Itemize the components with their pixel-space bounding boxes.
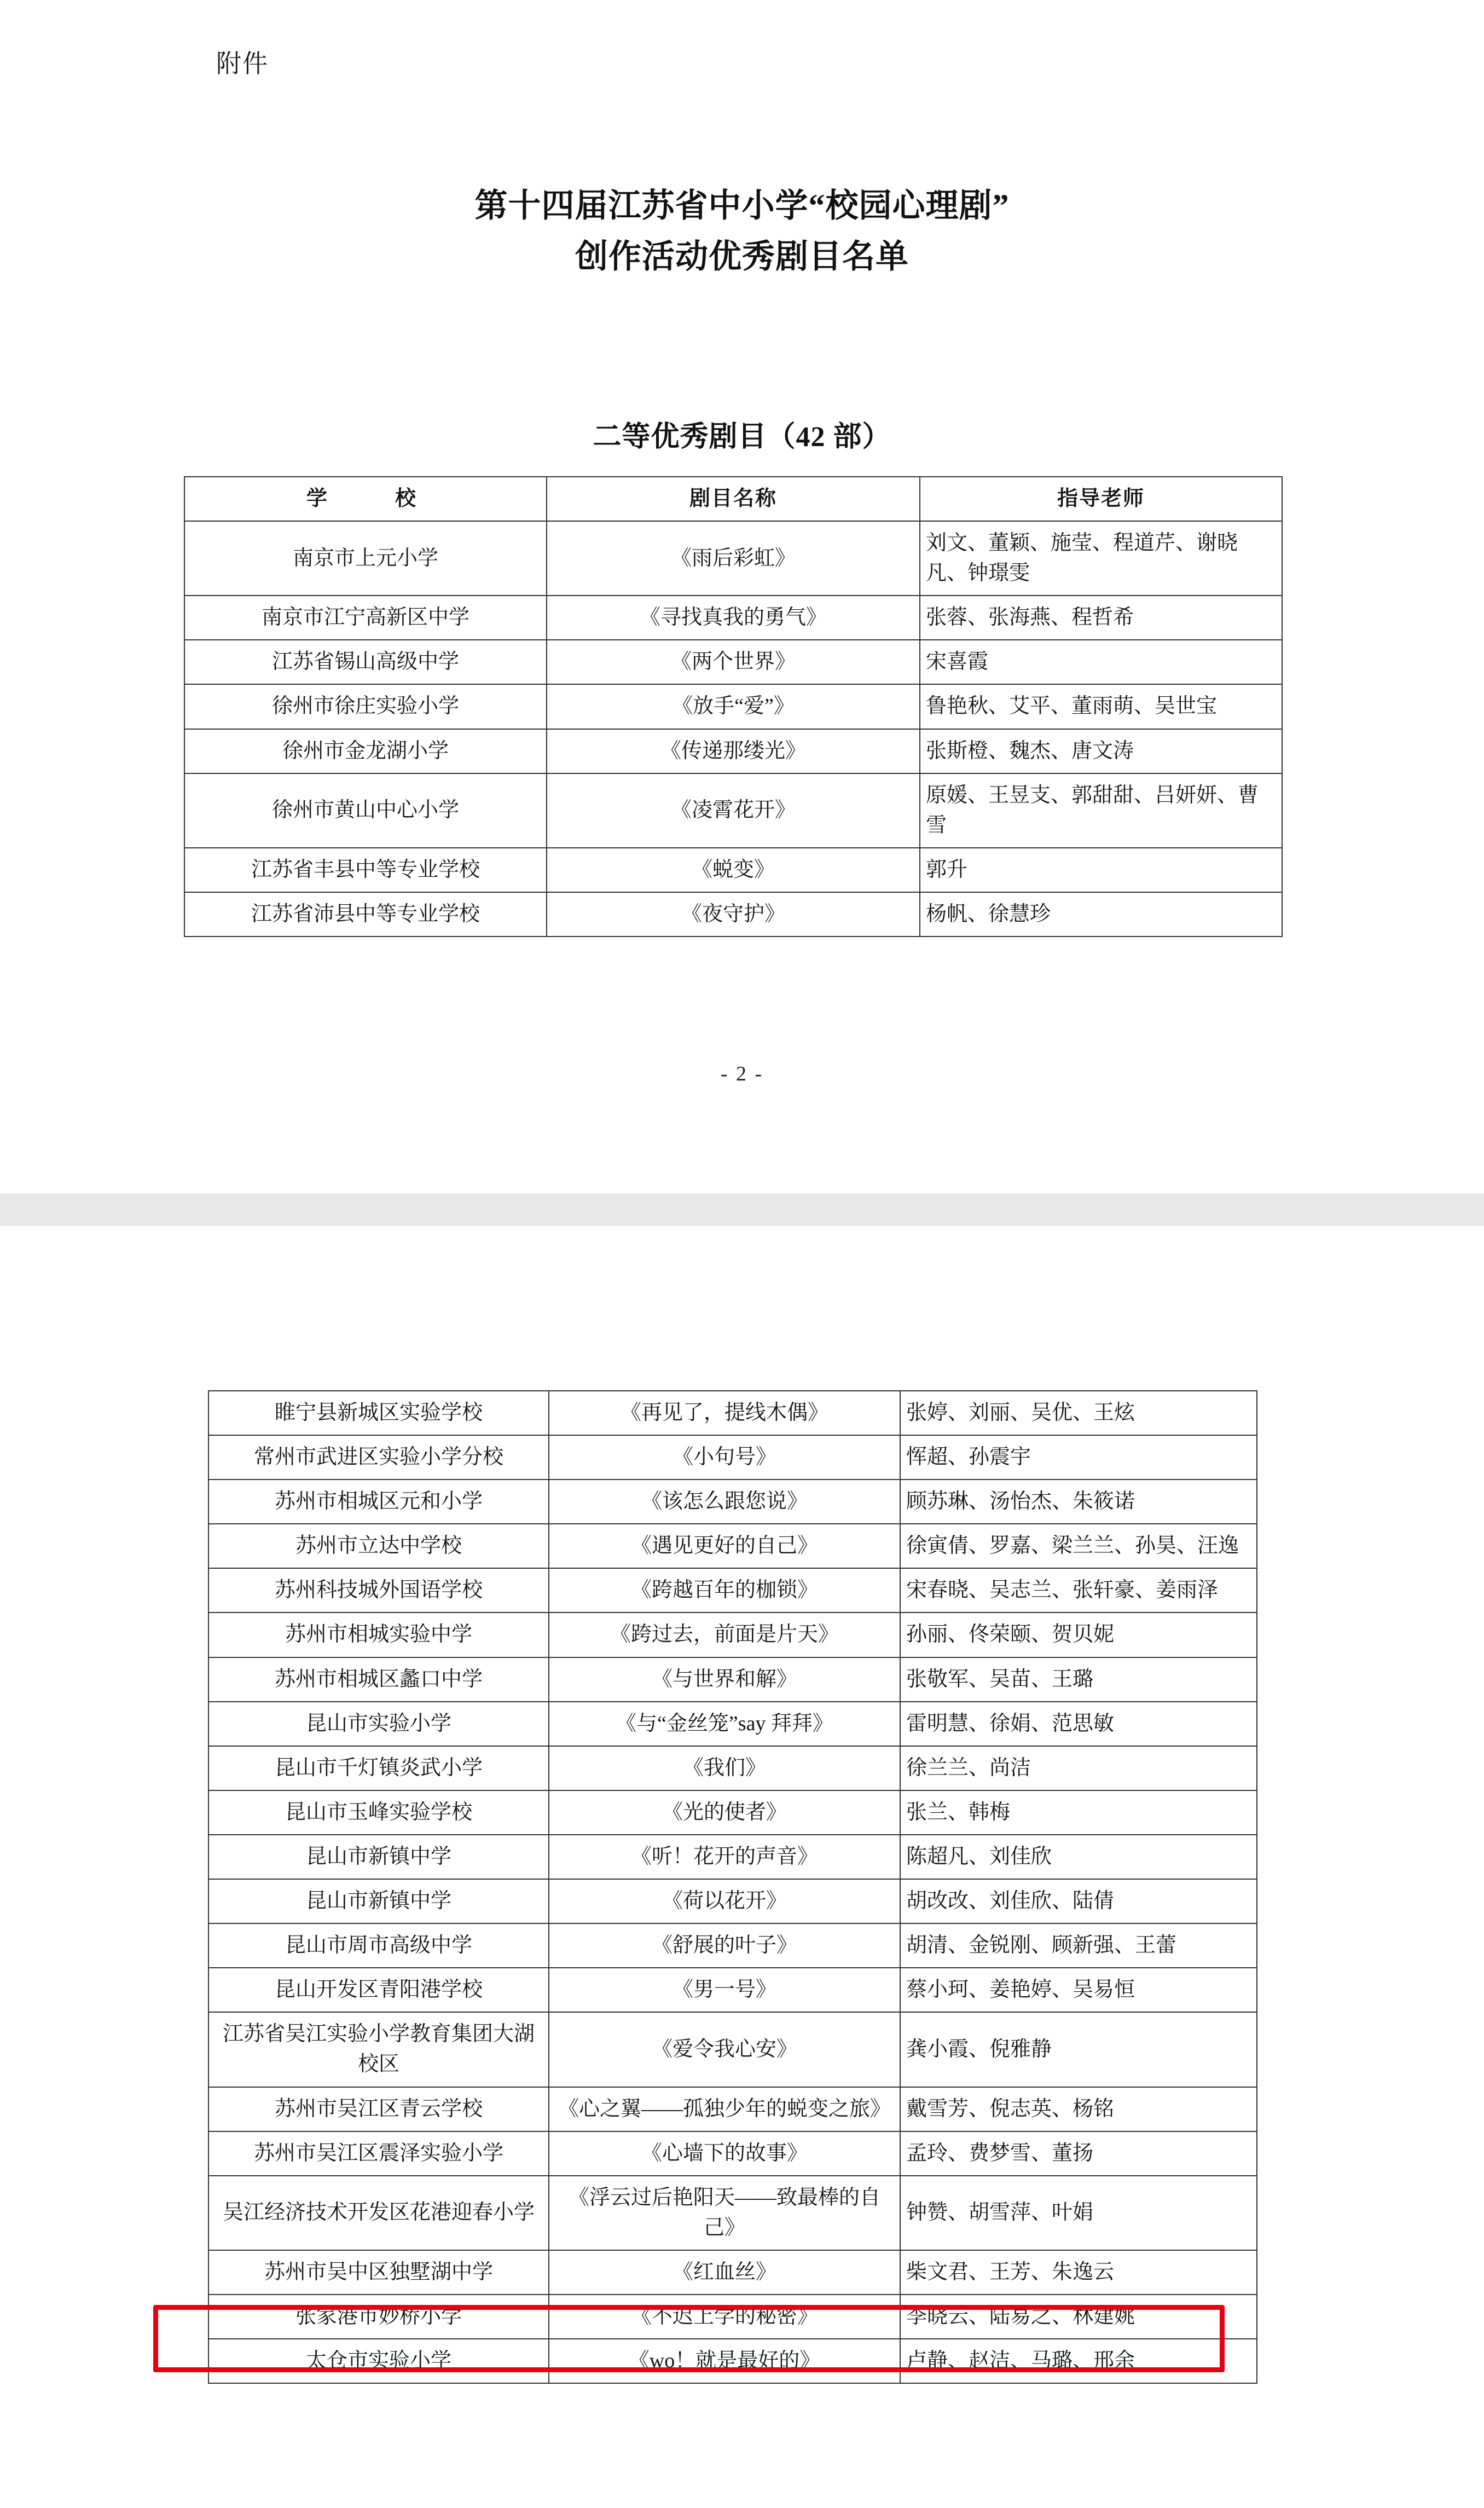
cell-school: 睢宁县新城区实验学校 (208, 1391, 549, 1435)
cell-play-title: 《放手“爱”》 (547, 684, 920, 729)
title-line-2: 创作活动优秀剧目名单 (575, 239, 909, 275)
cell-school: 昆山市新镇中学 (208, 1835, 549, 1879)
cell-school: 苏州市立达中学校 (208, 1524, 549, 1568)
cell-school: 昆山市新镇中学 (208, 1879, 549, 1923)
cell-teachers: 宋春晓、吴志兰、张轩豪、姜雨泽 (900, 1568, 1257, 1613)
page-number: - 2 - (720, 1062, 764, 1085)
cell-school: 苏州市相城实验中学 (208, 1613, 549, 1657)
awards-table-page1 (184, 476, 1283, 937)
table-row (208, 1435, 1257, 1480)
awards-table-page2 (208, 1390, 1257, 2384)
table-row (184, 596, 1282, 640)
cell-school: 昆山市千灯镇炎武小学 (208, 1746, 549, 1790)
cell-play-title: 《凌霄花开》 (547, 773, 920, 848)
cell-teachers: 徐兰兰、尚洁 (900, 1746, 1257, 1790)
cell-school: 昆山开发区青阳港学校 (208, 1968, 549, 2012)
section-title: 二等优秀剧目（42 部） (593, 421, 891, 453)
document-page-2 (0, 1226, 1484, 2508)
cell-teachers: 张蓉、张海燕、程哲希 (920, 596, 1282, 640)
cell-play-title: 《不迟上学的秘密》 (549, 2295, 900, 2339)
cell-teachers: 张敬军、吴苗、王璐 (900, 1657, 1257, 1702)
cell-play-title: 《心之翼——孤独少年的蜕变之旅》 (549, 2087, 900, 2131)
cell-teachers: 孙丽、佟荣颐、贺贝妮 (900, 1613, 1257, 1657)
table-row (208, 1835, 1257, 1879)
title-line-1: 第十四届江苏省中小学“校园心理剧” (474, 188, 1010, 224)
cell-teachers: 陈超凡、刘佳欣 (900, 1835, 1257, 1879)
cell-play-title: 《心墙下的故事》 (549, 2131, 900, 2176)
cell-play-title: 《跨过去，前面是片天》 (549, 1613, 900, 1657)
column-header-teachers: 指导老师 (920, 477, 1282, 521)
cell-teachers: 徐寅倩、罗嘉、梁兰兰、孙昊、汪逸 (900, 1524, 1257, 1568)
cell-play-title: 《我们》 (549, 1746, 900, 1790)
cell-teachers: 恽超、孙震宇 (900, 1435, 1257, 1480)
table-row (184, 640, 1282, 684)
cell-teachers: 卢静、赵洁、马璐、邢余 (900, 2339, 1257, 2383)
cell-school: 常州市武进区实验小学分校 (208, 1435, 549, 1480)
cell-teachers: 孟玲、费梦雪、董扬 (900, 2131, 1257, 2176)
table-row (208, 2087, 1257, 2131)
document-page-1 (0, 0, 1484, 1193)
cell-school: 徐州市徐庄实验小学 (184, 684, 547, 729)
cell-school: 江苏省吴江实验小学教育集团大湖校区 (208, 2012, 549, 2087)
cell-school: 苏州市相城区元和小学 (208, 1480, 549, 1524)
cell-play-title: 《传递那缕光》 (547, 729, 920, 773)
page2-table-wrap (208, 1390, 1257, 2384)
cell-school: 南京市江宁高新区中学 (184, 596, 547, 640)
table-row (208, 2339, 1257, 2383)
cell-teachers: 张婷、刘丽、吴优、王炫 (900, 1391, 1257, 1435)
cell-teachers: 张兰、韩梅 (900, 1790, 1257, 1835)
cell-teachers: 胡清、金锐刚、顾新强、王蕾 (900, 1923, 1257, 1968)
table-row (208, 1702, 1257, 1746)
table-row (184, 892, 1282, 937)
table-row (208, 1968, 1257, 2012)
cell-play-title: 《与世界和解》 (549, 1657, 900, 1702)
cell-school: 徐州市黄山中心小学 (184, 773, 547, 848)
table-row (208, 2295, 1257, 2339)
table-row (208, 1480, 1257, 1524)
table-row (208, 1524, 1257, 1568)
table-row (208, 1746, 1257, 1790)
column-header-play: 剧目名称 (547, 477, 920, 521)
table-row (184, 684, 1282, 729)
document-title (0, 181, 1484, 282)
cell-school: 徐州市金龙湖小学 (184, 729, 547, 773)
cell-play-title: 《遇见更好的自己》 (549, 1524, 900, 1568)
cell-school: 苏州市吴江区震泽实验小学 (208, 2131, 549, 2176)
cell-play-title: 《听！花开的声音》 (549, 1835, 900, 1879)
cell-teachers: 龚小霞、倪雅静 (900, 2012, 1257, 2087)
page1-table-wrap (184, 476, 1283, 937)
cell-school: 吴江经济技术开发区花港迎春小学 (208, 2176, 549, 2250)
cell-school: 南京市上元小学 (184, 521, 547, 596)
cell-play-title: 《红血丝》 (549, 2250, 900, 2295)
table-row (208, 1923, 1257, 1968)
cell-teachers: 胡改改、刘佳欣、陆倩 (900, 1879, 1257, 1923)
cell-school: 张家港市妙桥小学 (208, 2295, 549, 2339)
cell-play-title: 《两个世界》 (547, 640, 920, 684)
cell-school: 苏州市相城区蠡口中学 (208, 1657, 549, 1702)
cell-school: 昆山市玉峰实验学校 (208, 1790, 549, 1835)
table-row (184, 848, 1282, 892)
table-row (208, 1568, 1257, 1613)
table-row (184, 773, 1282, 848)
cell-play-title: 《wo！就是最好的》 (549, 2339, 900, 2383)
cell-teachers: 杨帆、徐慧珍 (920, 892, 1282, 937)
table-row (208, 2131, 1257, 2176)
cell-play-title: 《蜕变》 (547, 848, 920, 892)
cell-play-title: 《浮云过后艳阳天——致最棒的自己》 (549, 2176, 900, 2250)
cell-play-title: 《爱令我心安》 (549, 2012, 900, 2087)
cell-play-title: 《舒展的叶子》 (549, 1923, 900, 1968)
table-row (184, 729, 1282, 773)
table-header-row (184, 477, 1282, 521)
attachment-label: 附件 (216, 50, 269, 78)
cell-play-title: 《该怎么跟您说》 (549, 1480, 900, 1524)
cell-play-title: 《夜守护》 (547, 892, 920, 937)
cell-teachers: 原媛、王昱支、郭甜甜、吕妍妍、曹雪 (920, 773, 1282, 848)
cell-play-title: 《荷以花开》 (549, 1879, 900, 1923)
cell-teachers: 戴雪芳、倪志英、杨铭 (900, 2087, 1257, 2131)
cell-teachers: 雷明慧、徐娟、范思敏 (900, 1702, 1257, 1746)
cell-play-title: 《跨越百年的枷锁》 (549, 1568, 900, 1613)
cell-teachers: 刘文、董颖、施莹、程道芹、谢晓凡、钟璟雯 (920, 521, 1282, 596)
cell-teachers: 宋喜霞 (920, 640, 1282, 684)
cell-school: 太仓市实验小学 (208, 2339, 549, 2383)
cell-school: 苏州市吴江区青云学校 (208, 2087, 549, 2131)
cell-play-title: 《与“金丝笼”say 拜拜》 (549, 1702, 900, 1746)
cell-teachers: 李晓云、陆易之、林建姚 (900, 2295, 1257, 2339)
cell-teachers: 柴文君、王芳、朱逸云 (900, 2250, 1257, 2295)
cell-play-title: 《雨后彩虹》 (547, 521, 920, 596)
cell-school: 昆山市实验小学 (208, 1702, 549, 1746)
column-header-school: 学 校 (184, 477, 547, 521)
cell-teachers: 蔡小珂、姜艳婷、吴易恒 (900, 1968, 1257, 2012)
cell-school: 江苏省锡山高级中学 (184, 640, 547, 684)
table-row (208, 2176, 1257, 2250)
table-row (208, 1391, 1257, 1435)
cell-play-title: 《再见了，提线木偶》 (549, 1391, 900, 1435)
cell-teachers: 顾苏琳、汤怡杰、朱筱诺 (900, 1480, 1257, 1524)
table-row (208, 2012, 1257, 2087)
cell-school: 江苏省丰县中等专业学校 (184, 848, 547, 892)
cell-teachers: 张斯橙、魏杰、唐文涛 (920, 729, 1282, 773)
table-row (208, 2250, 1257, 2295)
table-row (184, 521, 1282, 596)
cell-school: 昆山市周市高级中学 (208, 1923, 549, 1968)
cell-teachers: 鲁艳秋、艾平、董雨萌、吴世宝 (920, 684, 1282, 729)
cell-play-title: 《男一号》 (549, 1968, 900, 2012)
cell-school: 苏州市吴中区独墅湖中学 (208, 2250, 549, 2295)
cell-teachers: 钟赞、胡雪萍、叶娟 (900, 2176, 1257, 2250)
cell-school: 苏州科技城外国语学校 (208, 1568, 549, 1613)
table-row (208, 1879, 1257, 1923)
cell-play-title: 《小句号》 (549, 1435, 900, 1480)
table-row (208, 1613, 1257, 1657)
table-row (208, 1790, 1257, 1835)
cell-play-title: 《光的使者》 (549, 1790, 900, 1835)
cell-play-title: 《寻找真我的勇气》 (547, 596, 920, 640)
cell-teachers: 郭升 (920, 848, 1282, 892)
page-gap (0, 1193, 1484, 1226)
table-row (208, 1657, 1257, 1702)
cell-school: 江苏省沛县中等专业学校 (184, 892, 547, 937)
